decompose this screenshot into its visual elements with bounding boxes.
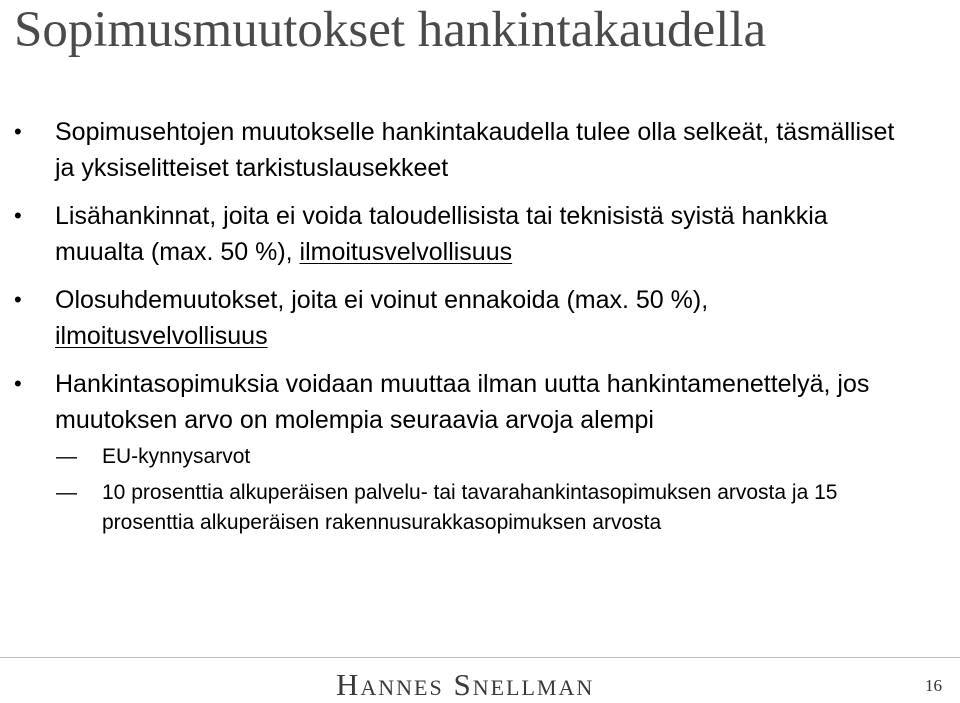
bullet-item <box>0 198 915 270</box>
bullet-item <box>0 366 915 438</box>
bullet-text: Sopimusehtojen muutokselle hankintakaudella tulee olla selkeät, täsmälliset ja yksiselitteiset tarkistuslausekkeet <box>55 118 895 182</box>
sub-bullet-text: 10 prosenttia alkuperäisen palvelu- tai tavarahankintasopimuksen arvosta ja 15 prosenttia alkuperäisen rakennusurakkasopimuksen arvosta <box>102 481 838 534</box>
dash-marker: — <box>56 481 77 504</box>
sub-bullet-item <box>0 478 922 538</box>
bullet-list <box>0 114 960 544</box>
bullet-text: Hankintasopimuksia voidaan muuttaa ilman uutta hankintamenettelyä, jos muutoksen arvo on molempia seuraavia arvoja alempi <box>55 370 870 434</box>
bullet-text: Lisähankinnat, joita ei voida taloudellisista tai teknisistä syistä hankkia muualta (max. 50 %), <box>55 202 828 266</box>
bullet-item <box>0 114 915 186</box>
slide-title: Sopimusmuutokset hankintakaudella <box>14 2 767 58</box>
page-number: 16 <box>925 676 942 695</box>
footer-divider <box>0 657 960 658</box>
dash-marker: — <box>56 445 77 468</box>
sub-bullet-text: EU-kynnysarvot <box>102 445 251 468</box>
bullet-marker: • <box>14 287 22 312</box>
bullet-marker: • <box>14 119 22 144</box>
bullet-text: Olosuhdemuutokset, joita ei voinut ennakoida (max. 50 %), <box>55 286 709 314</box>
sub-bullet-item <box>0 442 922 472</box>
notification-obligation-link[interactable]: ilmoitusvelvollisuus <box>299 238 513 266</box>
company-logo: Hannes Snellman <box>336 667 595 702</box>
bullet-marker: • <box>14 371 22 396</box>
bullet-marker: • <box>14 203 22 228</box>
notification-obligation-link[interactable]: ilmoitusvelvollisuus <box>55 322 268 350</box>
bullet-item <box>0 282 915 354</box>
